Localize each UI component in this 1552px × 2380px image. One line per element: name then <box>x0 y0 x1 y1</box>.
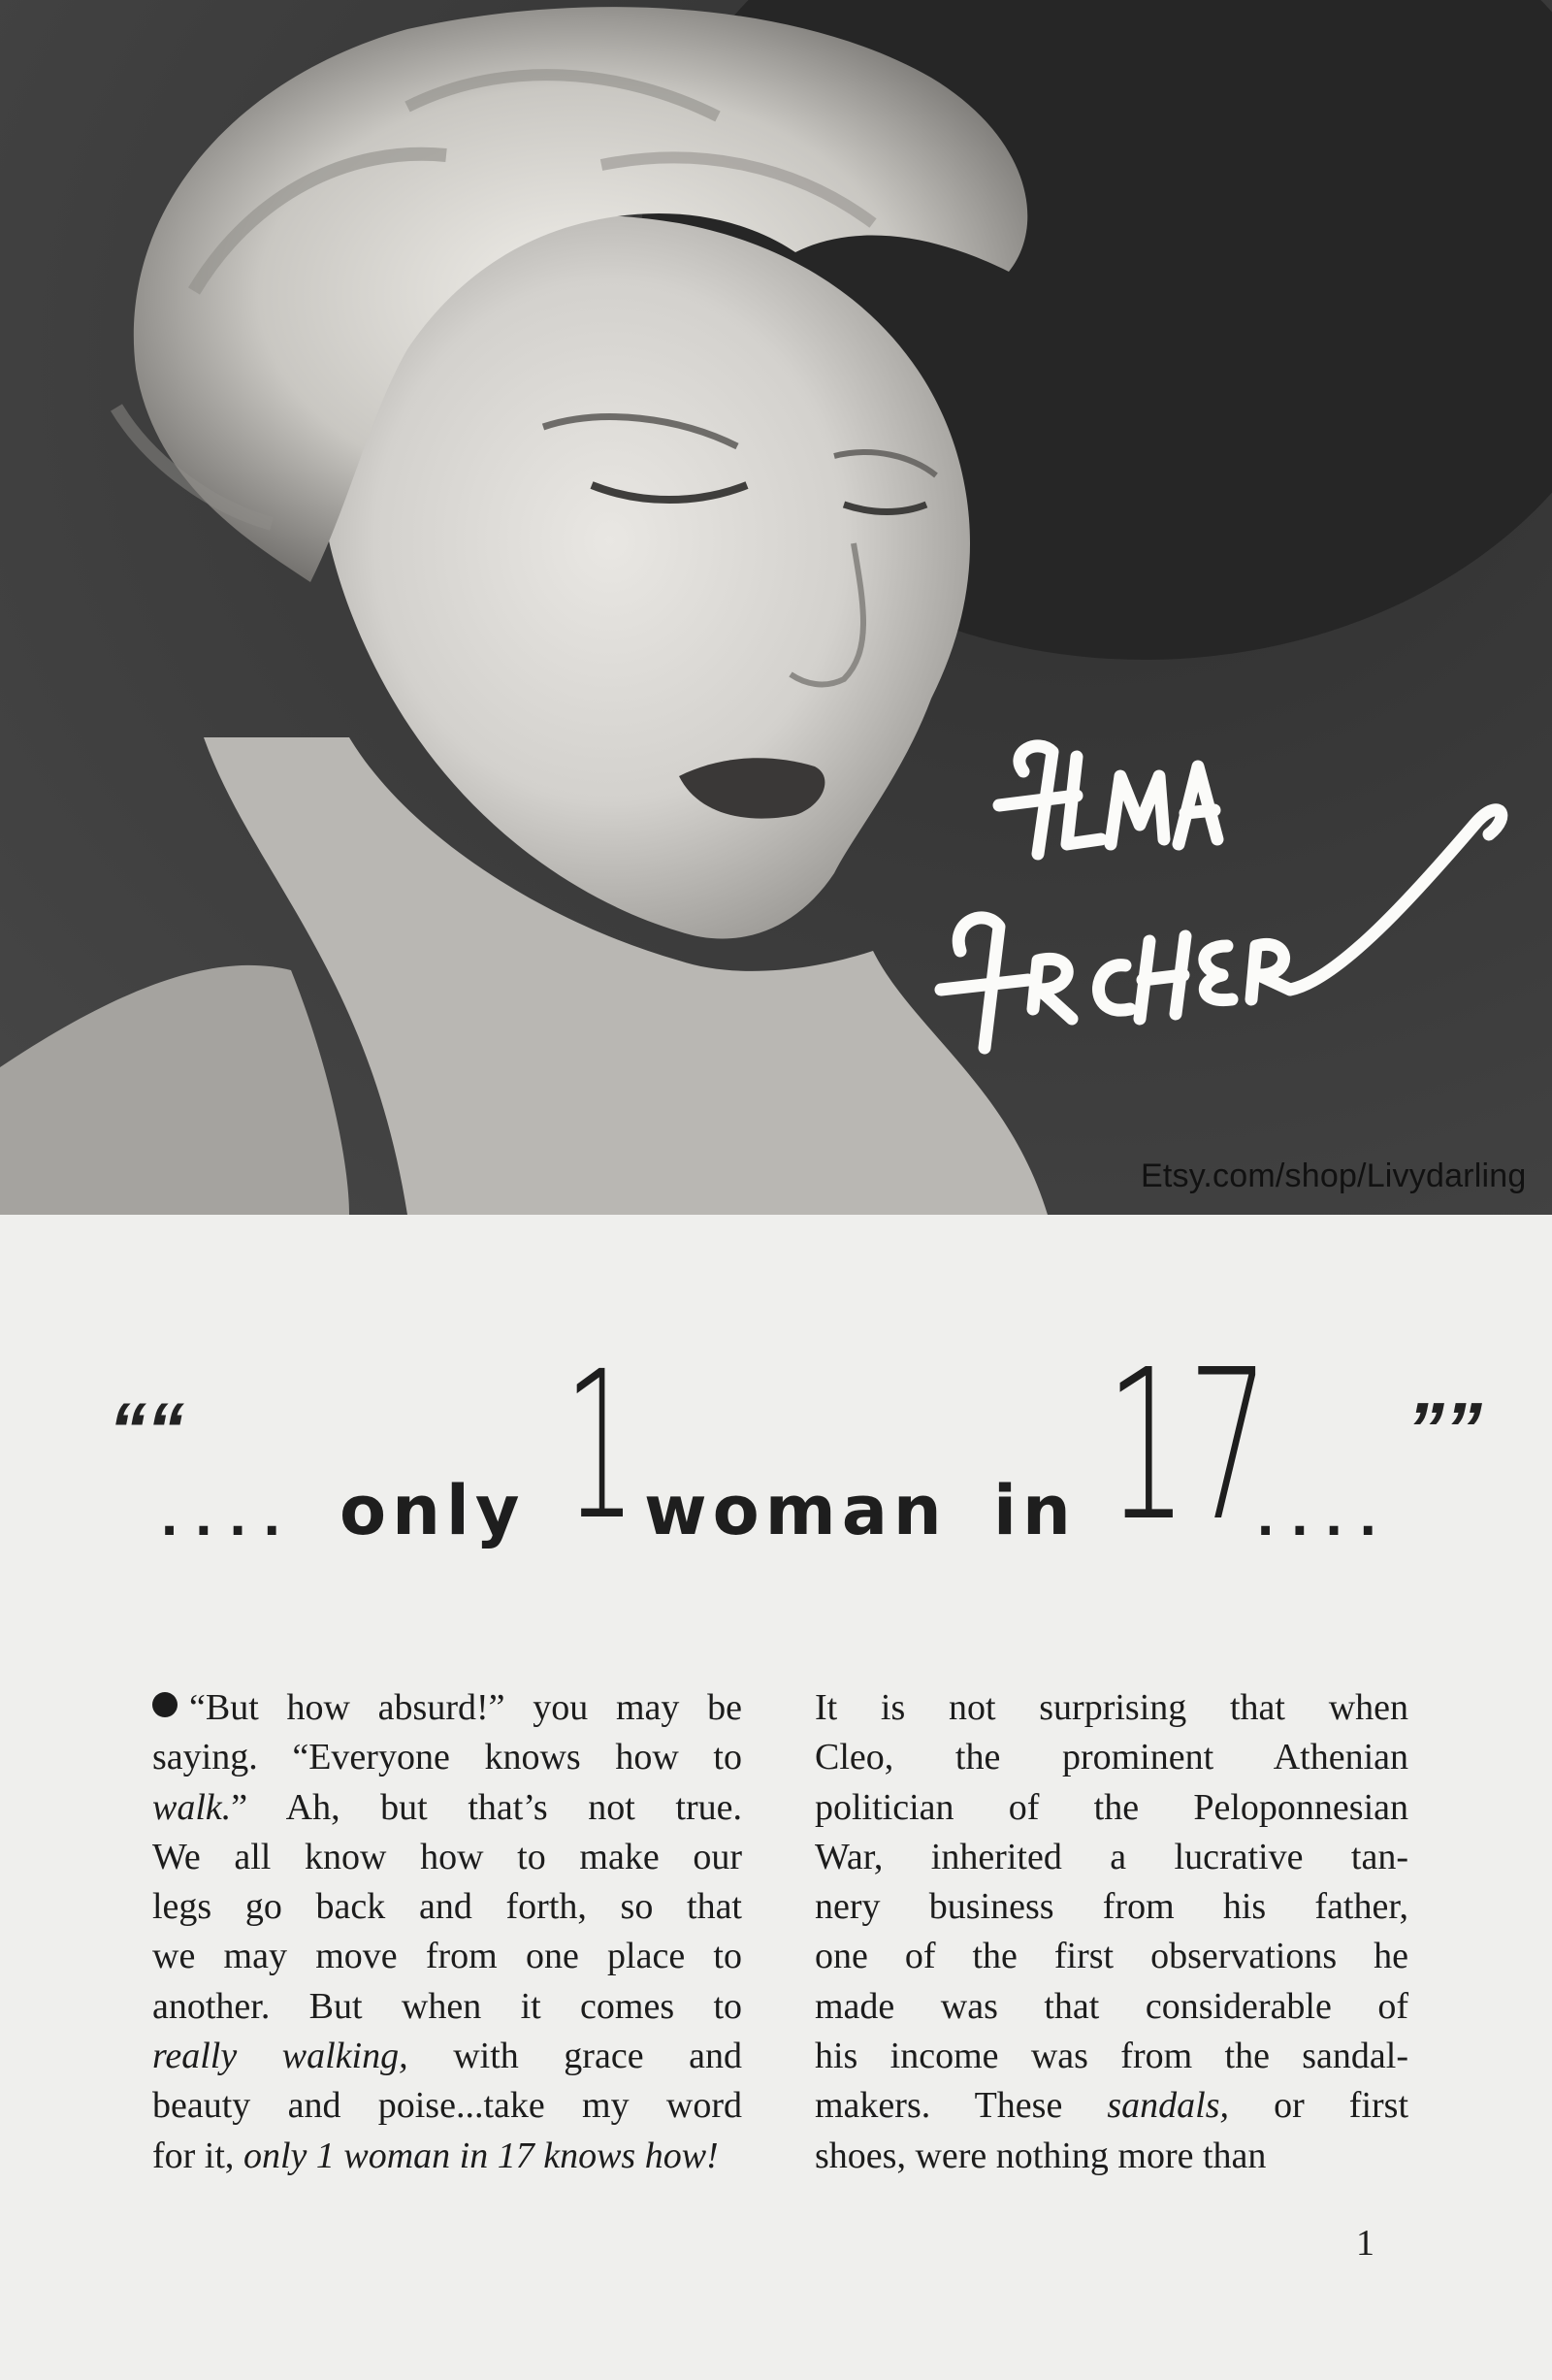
left-column <box>152 1683 742 2181</box>
right-line-1: It is not surprising that when <box>815 1687 1408 1728</box>
right-line-3: politician of the Peloponnesian <box>815 1786 1408 1828</box>
headline-word-in: in <box>993 1471 1077 1550</box>
right-line-7: made was that considerable of <box>815 1985 1408 2027</box>
headline-open-quote: ““ <box>109 1386 184 1472</box>
left-line-9: beauty and poise...take my word <box>152 2085 742 2127</box>
right-line-5: nery business from his father, <box>815 1886 1408 1928</box>
signature-alma-archer <box>931 699 1513 1116</box>
left-line-5: legs go back and forth, so that <box>152 1886 742 1928</box>
left-line-2: saying. “Everyone knows how to <box>152 1737 742 1778</box>
left-line-6: we may move from one place to <box>152 1936 742 1977</box>
left-line-8: really walking, with grace and <box>152 2036 742 2077</box>
right-line-9: makers. These sandals, or first <box>815 2085 1408 2127</box>
right-line-4: War, inherited a lucrative tan- <box>815 1836 1408 1877</box>
left-line-1 <box>152 1683 742 1733</box>
right-line-10: shoes, were nothing more than <box>815 2135 1267 2176</box>
left-line-1-text: “But how absurd!” you may be <box>189 1687 742 1728</box>
left-line-4: We all know how to make our <box>152 1836 742 1877</box>
left-line-3: walk.” Ah, but that’s not true. <box>152 1786 742 1828</box>
headline-numeral-17: 17 <box>1106 1325 1270 1567</box>
bullet-icon <box>152 1692 178 1717</box>
right-line-8: his income was from the sandal- <box>815 2036 1408 2077</box>
left-line-10: for it, only 1 woman in 17 knows how! <box>152 2135 719 2176</box>
headline-trailing-dots: .... <box>1257 1482 1394 1549</box>
headline-word-only: only <box>340 1471 526 1550</box>
right-line-2: Cleo, the prominent Athenian <box>815 1737 1408 1778</box>
right-line-6: one of the first observations he <box>815 1936 1408 1977</box>
page-number: 1 <box>1356 2223 1374 2264</box>
right-column <box>815 1683 1408 2181</box>
etsy-watermark: Etsy.com/shop/Livydarling <box>1141 1157 1527 1194</box>
headline-close-quote: ”” <box>1406 1386 1482 1472</box>
headline-leading-dots: .... <box>161 1482 298 1549</box>
left-line-7: another. But when it comes to <box>152 1985 742 2027</box>
headline-word-woman: woman <box>644 1471 948 1550</box>
headline <box>0 1261 1552 1591</box>
headline-numeral-one: 1 <box>565 1327 636 1565</box>
